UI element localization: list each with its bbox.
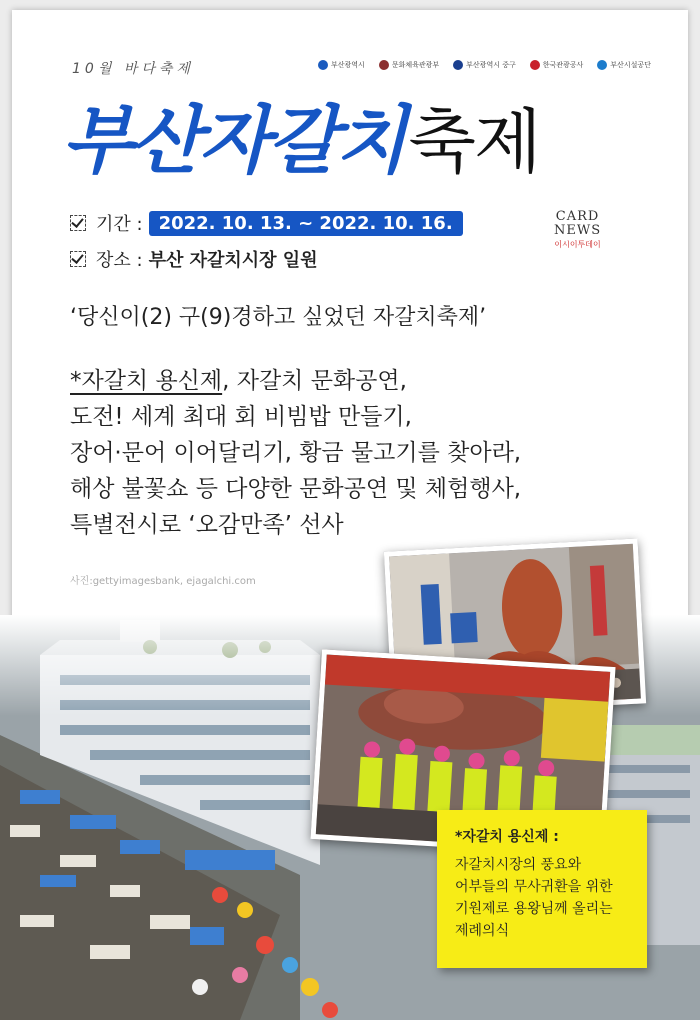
venue-row (70, 246, 318, 272)
page-title (62, 82, 540, 188)
kto-logo-icon (530, 60, 540, 70)
period-label: 기간 : (96, 214, 143, 235)
venue-label: 장소 : (96, 250, 143, 271)
badge-card: CARD (555, 209, 600, 224)
photo-credit: 사진:gettyimagesbank, ejagalchi.com (70, 576, 256, 587)
facilities-logo-icon (597, 60, 607, 70)
checkbox-icon (70, 251, 86, 267)
yongsinje-note (437, 810, 647, 968)
sponsor-kto: 한국관광공사 (530, 60, 584, 70)
note-title: *자갈치 용신제 : (455, 829, 559, 845)
period-row (70, 210, 463, 236)
sponsor-ministry-culture: 문화체육관광부 (379, 60, 439, 70)
period-value: 2022. 10. 13. ~ 2022. 10. 16. (149, 211, 463, 236)
venue-value: 부산 자갈치시장 일원 (148, 250, 318, 271)
ministry-culture-logo-icon (379, 60, 389, 70)
title-blue: 부산자갈치 (62, 98, 405, 184)
note-line: 어부들의 무사귀환을 위한 (455, 879, 613, 895)
badge-news: NEWS (554, 223, 602, 238)
note-line: 기원제로 용왕님께 올리는 (455, 901, 613, 917)
card-news-badge (554, 210, 601, 252)
sponsor-junggu: 부산광역시 중구 (453, 60, 516, 70)
sponsor-facilities: 부산시설공단 (597, 60, 651, 70)
busan-city-logo-icon (318, 60, 328, 70)
checkbox-icon (70, 215, 86, 231)
badge-brand: 이시이투데이 (554, 240, 601, 249)
note-line: 자갈치시장의 풍요와 (455, 857, 582, 873)
festival-subtitle: 10월 바다축제 (72, 61, 194, 77)
sponsor-logos (318, 60, 651, 70)
junggu-logo-icon (453, 60, 463, 70)
note-line: 제례의식 (455, 923, 510, 939)
title-black: 축제 (408, 101, 540, 183)
sponsor-busan-city: 부산광역시 (318, 60, 365, 70)
festival-quote: ‘당신이(2) 구(9)경하고 싶었던 자갈치축제’ (70, 305, 487, 330)
yongsinje-highlight: *자갈치 용신제 (70, 368, 223, 394)
program-description: *자갈치 용신제, 자갈치 문화공연, 도전! 세계 최대 회 비빔밥 만들기, 장어·문어 이어달리기, 황금 물고기를 찾아라, 해상 불꽃쇼 등 다양한 문화공연 및 체험행사, 특별전시로 ‘오감만족’ 선사 (70, 368, 522, 538)
